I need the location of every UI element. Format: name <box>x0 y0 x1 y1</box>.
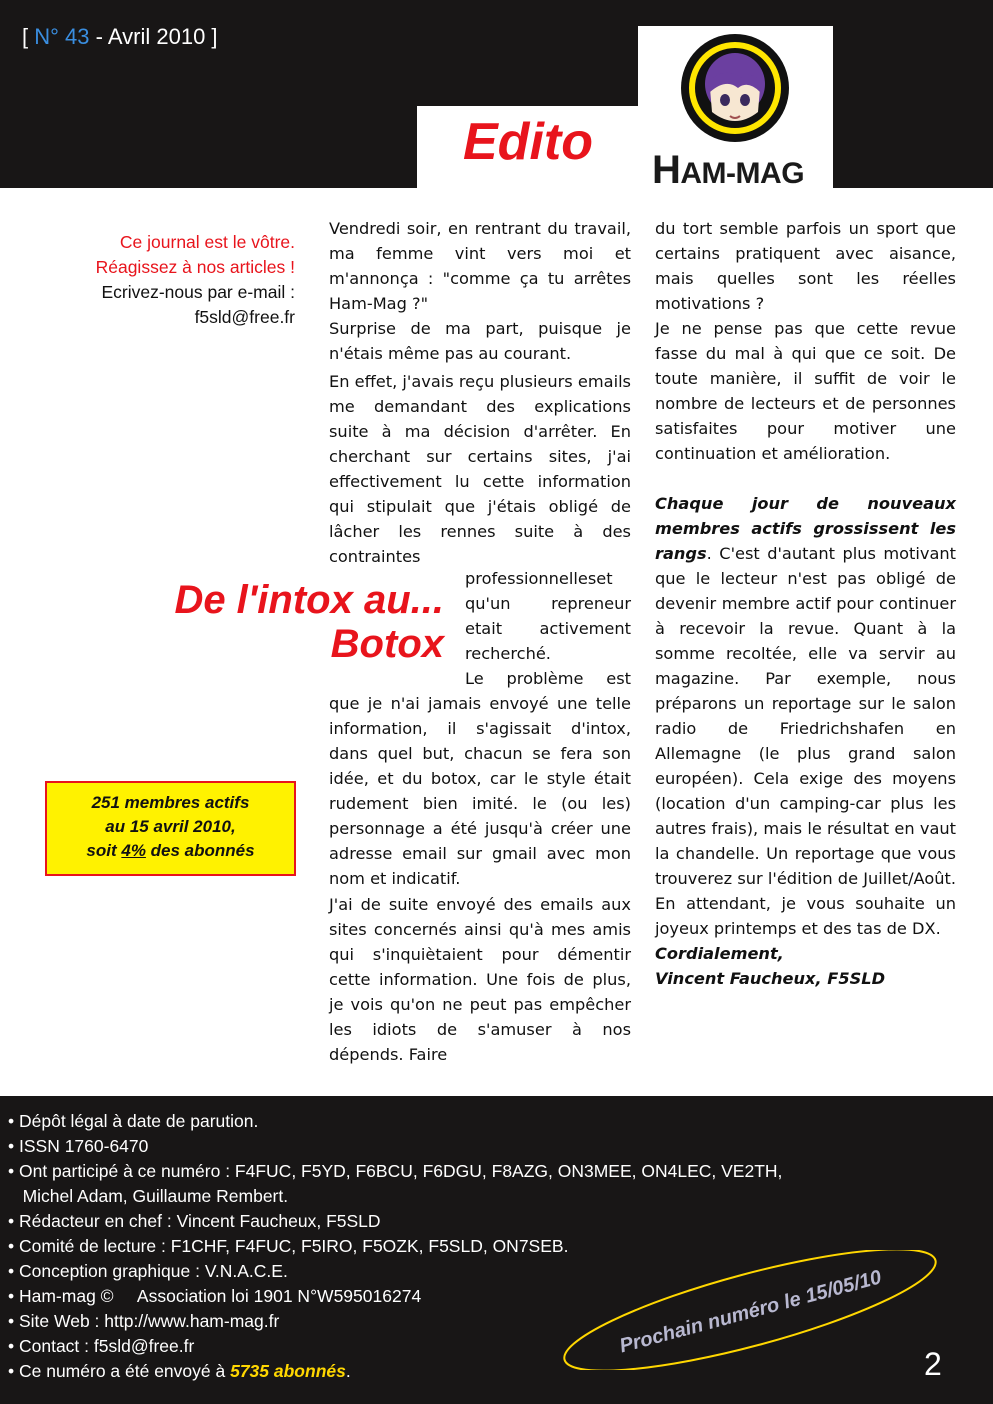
colophon-item: • ISSN 1760-6470 <box>8 1136 149 1156</box>
colophon-item: • Rédacteur en chef : Vincent Faucheux, F5SLD <box>8 1211 381 1231</box>
side-note-line: Réagissez à nos articles ! <box>95 257 295 277</box>
colophon-item: • Ont participé à ce numéro : F4FUC, F5YD, F6BCU, F6DGU, F8AZG, ON3MEE, ON4LEC, VE2TH, <box>8 1161 783 1181</box>
article-column-1-continued <box>329 691 631 1067</box>
paragraph: Je ne pense pas que cette revue fasse du mal à qui que ce soit. De toute manière, il suffit de voir le nombre de lecteurs et de personnes satisfaites pour motiver une continuation et amélioration. <box>655 319 956 463</box>
next-issue-text: Prochain numéro le 15/05/10 <box>617 1266 884 1358</box>
issue-date: - Avril 2010 ] <box>95 24 218 49</box>
colophon-item: • Comité de lecture : F1CHF, F4FUC, F5IRO, F5OZK, F5SLD, ON7SEB. <box>8 1236 569 1256</box>
article-headline <box>60 578 444 666</box>
contact-email[interactable]: f5sld@free.fr <box>194 307 295 327</box>
contact-link[interactable]: • Contact : f5sld@free.fr <box>8 1336 195 1356</box>
paragraph: Chaque jour de nouveaux membres actifs grossissent les rangs. C'est d'autant plus motivant que le lecteur n'est pas obligé de devenir membre actif pour continuer à recevoir la revue. Quant à la somme recoltée, elle va servir au magazine. Par exemple, nous préparons un reportage sur le salon radio de Friedrichshafen en Allemagne (le plus grand salon européen). Cela exige des moyens (location d'un camping-car plus les autres frais), mais le résultat en vaut la chandelle. Un reportage que vous trouverez sur l'édition de Juillet/Août. En attendant, je vous souhaite un joyeux printemps et des tas de DX. <box>655 494 956 938</box>
colophon-item: • Dépôt légal à date de parution. <box>8 1111 259 1131</box>
paragraph: du tort semble parfois un sport que certains pratiquent avec aisance, mais quelles sont les réelles motivations ? <box>655 219 956 313</box>
members-count: 251 membres actifs <box>91 793 250 812</box>
signature-greeting: Cordialement, <box>655 944 784 963</box>
article-column-1 <box>329 216 631 569</box>
paragraph: En effet, j'avais reçu plusieurs emails me demandant des explications suite à ma décision d'arrêter. En cherchant sur certains sites, j'ai effectivement lu cette information qui stipulait que j'étais obligé de lâcher les rennes suite à des contraintes <box>329 372 631 566</box>
signature-name: Vincent Faucheux, F5SLD <box>655 969 886 988</box>
colophon-item: • Conception graphique : V.N.A.C.E. <box>8 1261 288 1281</box>
paragraph: que je n'ai jamais envoyé une telle information, il s'agissait d'intox, dans quel but, chacun se fera son idée, et du botox, car le style était rudement bien imité. le (ou les) personnage a été jusqu'à créer une adresse email sur gmail avec mon nom et indicatif. <box>329 694 631 888</box>
side-note-line: Ecrivez-nous par e-mail : <box>101 282 295 302</box>
colophon-item: • Ham-mag © Association loi 1901 N°W595016274 <box>8 1286 422 1306</box>
article-column-1-narrow <box>465 566 631 691</box>
paragraph: professionnelleset qu'un repreneur etait activement recherché. <box>465 569 631 663</box>
next-issue-badge <box>555 1250 945 1370</box>
article-column-2 <box>655 216 956 991</box>
logo-wordmark: HAM-MAG <box>652 148 805 192</box>
issue-label <box>22 24 218 50</box>
headline-line: Botox <box>330 622 444 666</box>
paragraph: J'ai de suite envoyé des emails aux sites concernés ainsi qu'à mes amis qui s'inquiètaient pour démentir cette information. Une fois de plus, je vois qu'on ne peut pas empêcher les idiots de s'amuser à nos dépends. Faire <box>329 895 631 1064</box>
page-number: 2 <box>924 1346 942 1382</box>
issue-number: N° 43 <box>34 24 90 49</box>
paragraph: Le problème est <box>465 669 631 688</box>
side-note <box>30 230 295 330</box>
colophon-item: • Ce numéro a été envoyé à 5735 abonnés. <box>8 1361 351 1381</box>
colophon-item: Michel Adam, Guillaume Rembert. <box>8 1186 289 1206</box>
headline-line: De l'intox au... <box>174 578 444 622</box>
issue-open: [ <box>22 24 29 49</box>
members-date: au 15 avril 2010, <box>105 817 236 836</box>
website-link[interactable]: • Site Web : http://www.ham-mag.fr <box>8 1311 280 1331</box>
members-callout <box>45 781 296 876</box>
side-note-line: Ce journal est le vôtre. <box>119 232 295 252</box>
members-share: soit 4% des abonnés <box>86 841 255 860</box>
page-title: Edito <box>463 113 593 171</box>
paragraph: Vendredi soir, en rentrant du travail, ma femme vint vers moi et m'annonça : "comme ça tu arrêtes Ham-Mag ?" <box>329 219 631 313</box>
paragraph: Surprise de ma part, puisque je n'étais même pas au courant. <box>329 319 631 363</box>
